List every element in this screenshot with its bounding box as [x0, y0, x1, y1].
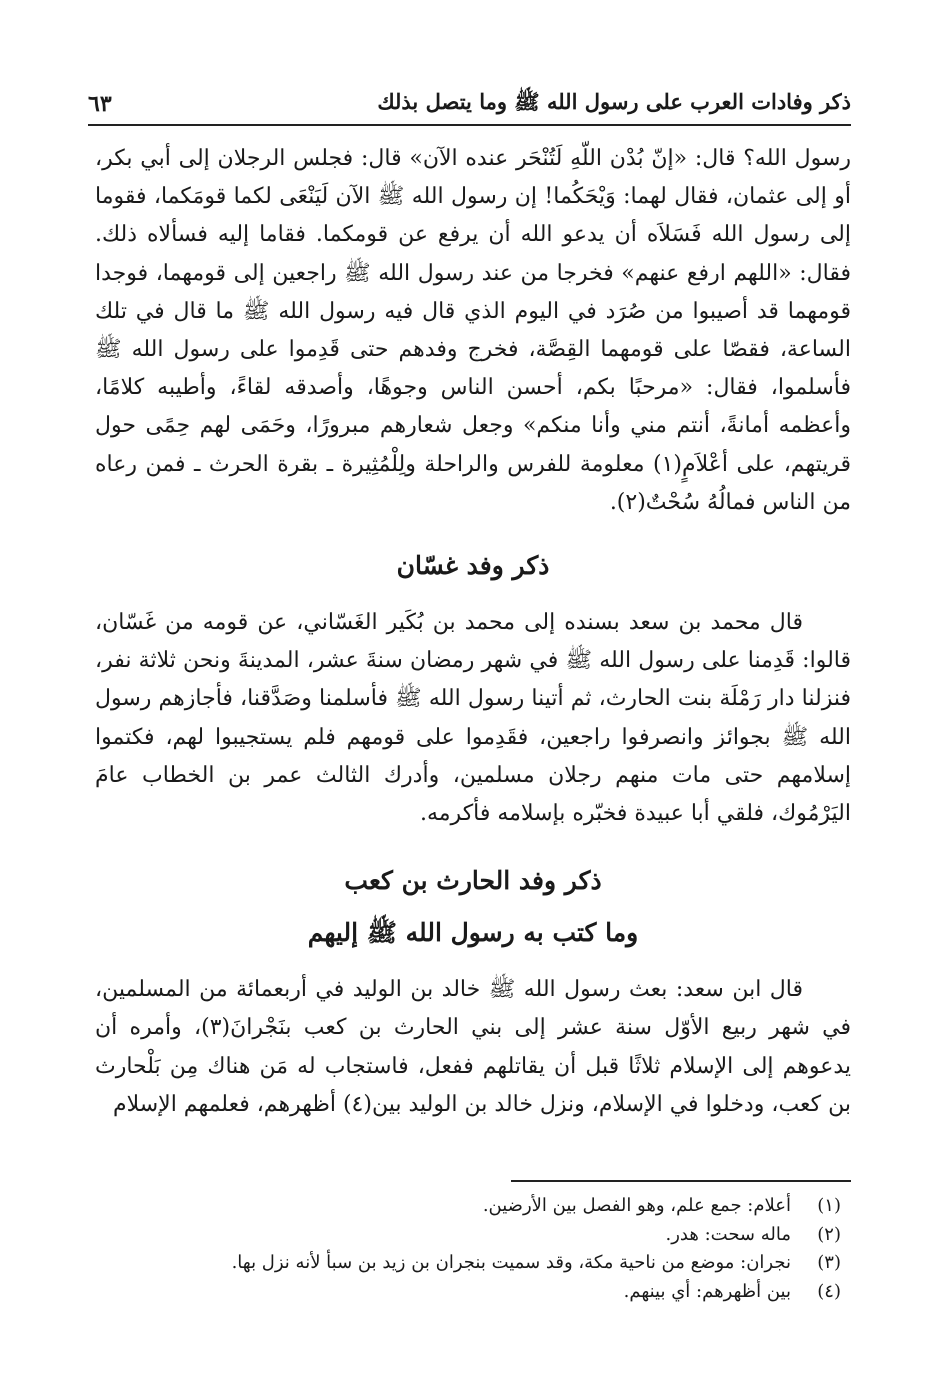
- running-title: ذكر وفادات العرب على رسول الله ﷺ وما يتصل بذلك: [377, 88, 851, 114]
- body-paragraph-2: قال محمد بن سعد بسنده إلى محمد بن بُكَير الغَسّاني، عن قومه من غَسّان، قالوا: قَدِمنا على رسول الله ﷺ في شهر رمضان سنةَ عشر، المدينةَ ونحن ثلاثة نفر، فنزلنا دار رَمْلَة بنت الحارث، ثم أتينا رسول الله ﷺ فأسلمنا وصَدَّقنا، فأجازهم رسول الله ﷺ بجوائز وانصرفوا راجعين، فقَدِموا على قومهم فلم يستجيبوا لهم، فكتموا إسلامهم حتى مات منهم رجلان مسلمين، وأدرك الثالث عمر بن الخطاب عامَ اليَرْمُوك، فلقي أبا عبيدة فخبّره بإسلامه فأكرمه.: [95, 610, 851, 827]
- footnote-number: (٢): [817, 1223, 841, 1245]
- running-header: [88, 84, 851, 126]
- footnotes: [95, 1192, 841, 1306]
- section-heading-harith-line1: ذكر وفد الحارث بن كعب: [344, 866, 602, 896]
- footnote-divider: [511, 1180, 851, 1182]
- footnote-text: نجران: موضع من ناحية مكة، وقد سميت بنجران بن زيد بن سبأ لأنه نزل بها.: [231, 1252, 791, 1273]
- footnote-text: ماله سحت: هدر.: [665, 1223, 791, 1245]
- main-text: [95, 140, 851, 1124]
- footnote-text: أعلام: جمع علم، وهو الفصل بين الأرضين.: [482, 1195, 791, 1216]
- body-paragraph-3: قال ابن سعد: بعث رسول الله ﷺ خالد بن الوليد في أربعمائة من المسلمين، في شهر ربيع الأوّل سنة عشر إلى بني الحارث بن كعب بنَجْرانَ(٣)، وأمره أن يدعوهم إلى الإسلام ثلاثًا قبل أن يقاتلهم ففعل، فاستجاب له مَن هناك مِن بَلْحارث بن كعب، ودخلوا في الإسلام، ونزل خالد بن الوليد بين(٤) أظهرهم، فعلمهم الإسلام: [95, 977, 852, 1117]
- page-number: ٦٣: [88, 91, 112, 117]
- footnote-number: (١): [817, 1195, 841, 1216]
- section-heading-harith-line2: وما كتب به رسول الله ﷺ إليهم: [307, 918, 639, 948]
- footnote-3: [95, 1249, 841, 1278]
- footnote-number: (٣): [817, 1252, 841, 1273]
- footnote-4: [95, 1278, 841, 1307]
- footnote-number: (٤): [817, 1280, 841, 1302]
- footnote-2: [95, 1221, 841, 1250]
- footnote-1: [95, 1192, 841, 1221]
- section-heading-ghassan: ذكر وفد غسّان: [396, 551, 550, 581]
- body-paragraph-1: رسول الله؟ قال: «إنّ بُدْن اللّهِ لَتُنْحَر عنده الآن» قال: فجلس الرجلان إلى أبي بكر، أو إلى عثمان، فقال لهما: وَيْحَكُما! إن رسول الله ﷺ الآن لَيَنْعَى لكما قومَكما، فقوما إلى رسول الله فَسَلاَه أن يدعو الله أن يرفع عن قومكما. فقاما إليه فسألاه ذلك. فقال: «اللهم ارفع عنهم» فخرجا من عند رسول الله ﷺ راجعين إلى قومهما، فوجدا قومهما قد أصيبوا من صُرَد في اليوم الذي قال فيه رسول الله ﷺ ما قال في تلك الساعة، فقصّا على قومهما القِصَّة، فخرج وفدهم حتى قَدِموا على رسول الله ﷺ فأسلموا، فقال: «مرحبًا بكم، أحسن الناس وجوهًا، وأصدقه لقاءً، وأطيبه كلامًا، وأعظمه أمانةً، أنتم مني وأنا منكم» وجعل شعارهم مبرورًا، وحَمَى لهم حِمًى حول قريتهم، على أعْلاَمٍ(١) معلومة للفرس والراحلة ولِلْمُثِيرة ـ بقرة الحرث ـ فمن رعاه من الناس فمالُهُ سُحْتٌ(٢).: [95, 146, 851, 515]
- footnote-text: بين أظهرهم: أي بينهم.: [623, 1280, 791, 1302]
